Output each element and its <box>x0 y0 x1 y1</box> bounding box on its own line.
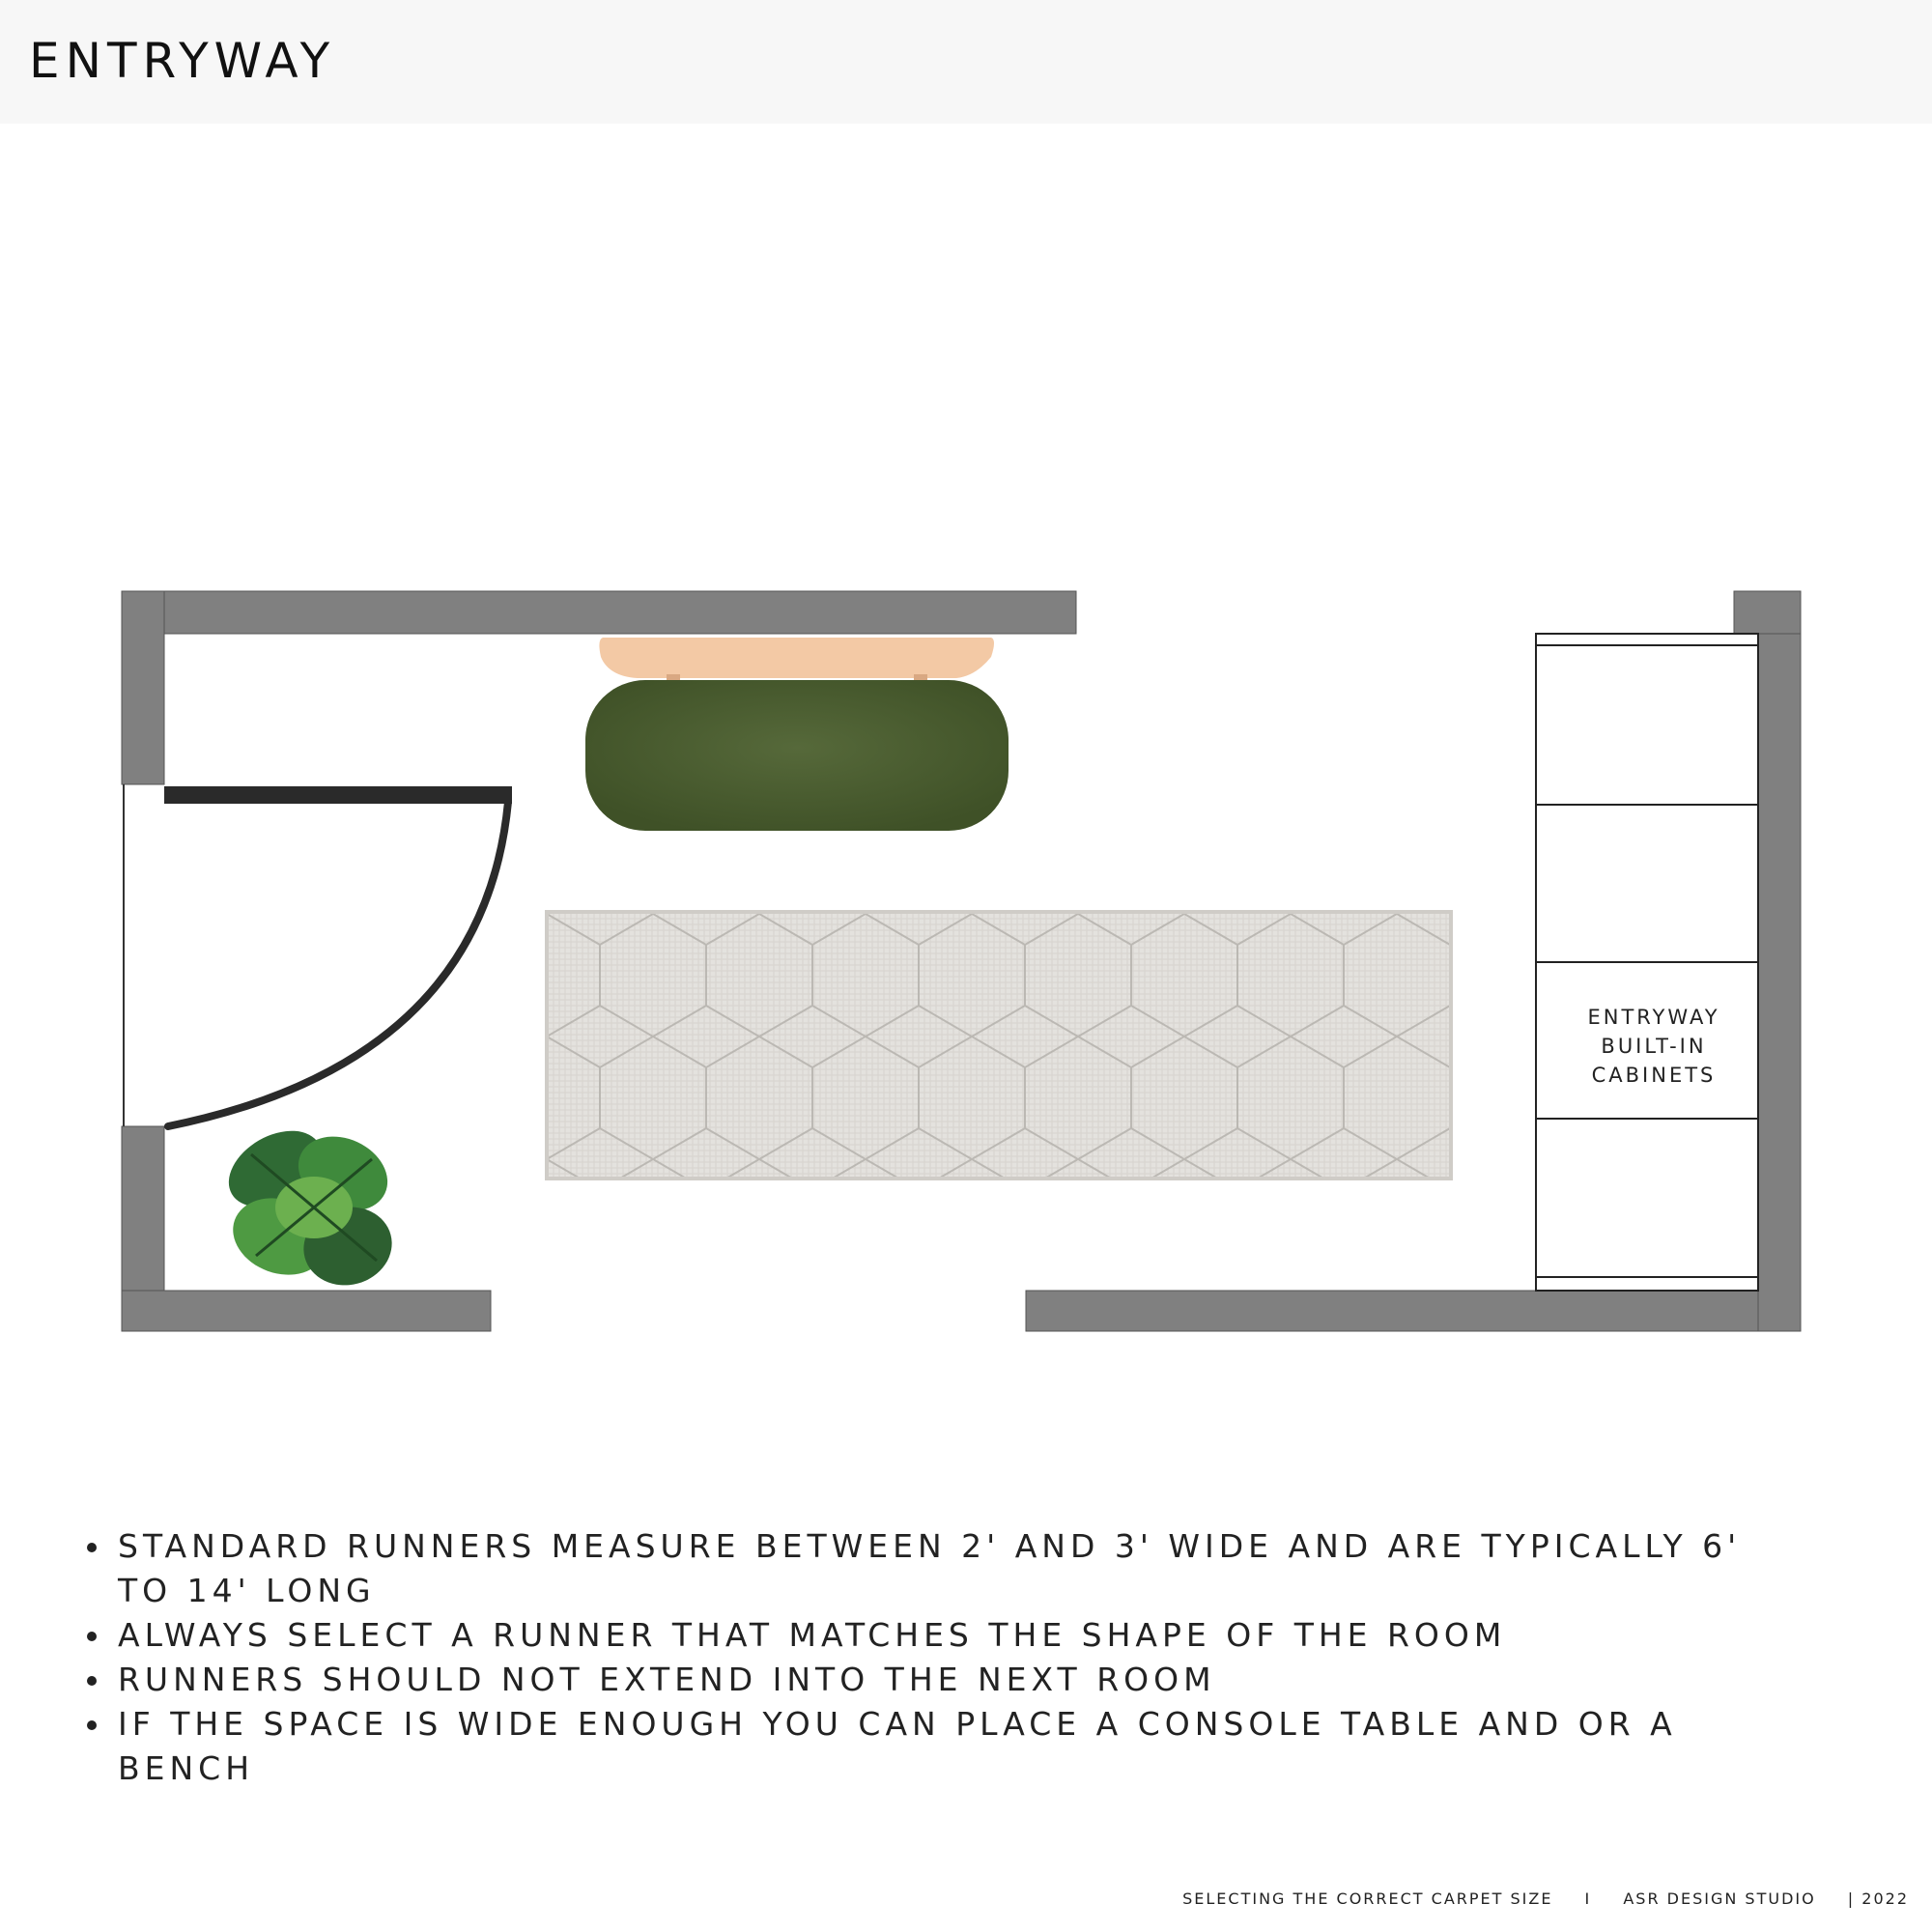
wall-bottom-left <box>122 1291 491 1331</box>
note-text: RUNNERS SHOULD NOT EXTEND INTO THE NEXT ROOM <box>118 1661 1216 1698</box>
cabinet-label-line: ENTRYWAY <box>1587 1006 1720 1029</box>
note-item <box>81 1613 1762 1658</box>
note-text: IF THE SPACE IS WIDE ENOUGH YOU CAN PLACE A CONSOLE TABLE AND OR A BENCH <box>118 1705 1677 1787</box>
cabinet-label <box>1538 1003 1770 1090</box>
built-in-cabinets <box>1536 634 1758 1291</box>
wall-right <box>1758 591 1801 1331</box>
bench-cushion <box>585 680 1009 831</box>
page-title: ENTRYWAY <box>29 33 336 89</box>
footer-year: | 2022 <box>1847 1889 1909 1908</box>
door <box>124 784 512 1126</box>
note-item <box>81 1658 1762 1702</box>
bullet-icon <box>87 1720 97 1730</box>
cabinet-label-line: BUILT-IN <box>1601 1035 1707 1058</box>
note-item <box>81 1524 1762 1613</box>
notes-list <box>81 1524 1762 1791</box>
footer-studio: ASR DESIGN STUDIO <box>1623 1889 1816 1908</box>
monstera-plant <box>215 1116 401 1295</box>
footer <box>1157 1889 1909 1908</box>
footer-document: SELECTING THE CORRECT CARPET SIZE <box>1182 1889 1553 1908</box>
bench <box>585 638 1009 831</box>
runner-pattern <box>547 912 1451 1179</box>
bullet-icon <box>87 1676 97 1686</box>
bullet-icon <box>87 1543 97 1552</box>
note-text: STANDARD RUNNERS MEASURE BETWEEN 2' AND 3' WIDE AND ARE TYPICALLY 6' TO 14' LONG <box>118 1527 1742 1609</box>
bullet-icon <box>87 1632 97 1641</box>
wall-bottom-right <box>1026 1291 1801 1331</box>
note-text: ALWAYS SELECT A RUNNER THAT MATCHES THE SHAPE OF THE ROOM <box>118 1616 1507 1654</box>
wall-left-upper <box>122 591 164 784</box>
door-leaf <box>164 786 512 804</box>
footer-separator: I <box>1584 1889 1592 1908</box>
wall-top <box>122 591 1076 634</box>
wall-right-cap <box>1734 591 1801 634</box>
bench-board <box>599 638 994 678</box>
runner-rug <box>547 912 1451 1179</box>
cabinet-label-line: CABINETS <box>1591 1064 1717 1087</box>
note-item <box>81 1702 1762 1791</box>
door-swing-arc <box>168 802 508 1126</box>
